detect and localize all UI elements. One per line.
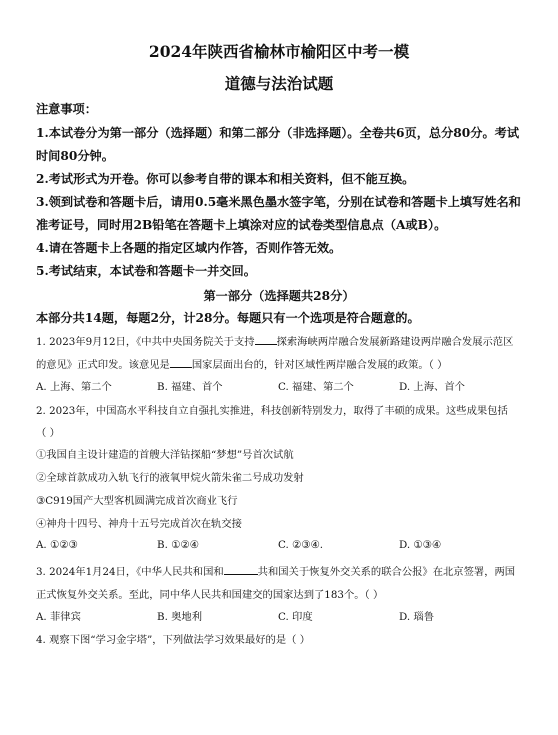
notice-line: 4.请在答题卡上各题的指定区域内作答，否则作答无效。 bbox=[36, 241, 342, 255]
notice-line: 1.本试卷分为第一部分（选择题）和第二部分（非选择题）。全卷共6页，总分80分。考试 bbox=[36, 126, 520, 140]
question-1-line-1: 1. 2023年9月12日，《中共中央国务院关于支持 探索海峡两岸融合发展新路建设两岸融合发展示范区 bbox=[36, 336, 514, 348]
question-2-item: ④神舟十四号、神舟十五号完成首次在轨交接 bbox=[36, 518, 242, 530]
answer-blank bbox=[170, 357, 192, 368]
notice-line: 准考证号，同时用2B铅笔在答题卡上填涂对应的试卷类型信息点（A或B）。 bbox=[36, 218, 447, 232]
option-b: B. 福建、首个 bbox=[157, 381, 223, 393]
exam-subtitle: 道德与法治试题 bbox=[224, 74, 334, 93]
question-2-item: ②全球首款成功入轨飞行的液氧甲烷火箭朱雀二号成功发射 bbox=[36, 472, 304, 484]
option-a: A. 上海、第二个 bbox=[36, 381, 112, 393]
question-1-line-2: 的意见》正式印发。该意见是 国家层面出台的，针对区域性两岸融合发展的政策。（ ） bbox=[36, 359, 448, 371]
option-d: D. 上海、首个 bbox=[399, 381, 465, 393]
option-b: B. 奥地利 bbox=[157, 611, 203, 623]
exam-title: 2024年陕西省榆林市榆阳区中考一模 bbox=[148, 42, 410, 61]
option-a: A. 菲律宾 bbox=[36, 611, 81, 623]
question-3-line-1: 3. 2024年1月24日，《中华人民共和国和 共和国关于恢复外交关系的联合公报》在北京签署，两国 bbox=[36, 566, 516, 578]
notice-line: 3.领到试卷和答题卡后，请用0.5毫米黑色墨水签字笔，分别在试卷和答题卡上填写姓名和 bbox=[36, 195, 521, 209]
question-2-line-2: （ ） bbox=[36, 427, 60, 439]
notice-heading: 注意事项： bbox=[36, 102, 97, 116]
part-heading: 第一部分（选择题共28分） bbox=[203, 289, 355, 303]
option-d: D. 瑙鲁 bbox=[399, 611, 435, 623]
option-c: C. 印度 bbox=[278, 611, 313, 623]
question-2-item: ①我国自主设计建造的首艘大洋钻探船“梦想”号首次试航 bbox=[36, 449, 294, 461]
notice-line: 5.考试结束，本试卷和答题卡一并交回。 bbox=[36, 264, 256, 278]
part-instruction: 本部分共14题，每题2分，计28分。每题只有一个选项是符合题意的。 bbox=[36, 311, 420, 325]
question-2-line-1: 2. 2023年，中国高水平科技自立自强扎实推进，科技创新特别发力，取得了丰硕的成果。这些成果包括 bbox=[36, 405, 508, 417]
notice-line: 2.考试形式为开卷。你可以参考自带的课本和相关资料，但不能互换。 bbox=[36, 172, 415, 186]
option-b: B. ①②④ bbox=[157, 539, 199, 551]
option-c: C. ②③④. bbox=[278, 539, 324, 551]
answer-blank bbox=[255, 334, 277, 345]
question-4-line-1: 4. 观察下图“学习金字塔”，下列做法学习效果最好的是（ ） bbox=[36, 634, 311, 646]
option-d: D. ①③④ bbox=[399, 539, 442, 551]
option-a: A. ①②③ bbox=[36, 539, 78, 551]
option-c: C. 福建、第二个 bbox=[278, 381, 354, 393]
question-3-line-2: 正式恢复外交关系。至此，同中华人民共和国建交的国家达到了183个。（ ） bbox=[36, 589, 384, 601]
answer-blank bbox=[224, 564, 258, 575]
notice-line: 时间80分钟。 bbox=[36, 149, 114, 163]
question-2-item: ③C919国产大型客机圆满完成首次商业飞行 bbox=[36, 495, 238, 507]
